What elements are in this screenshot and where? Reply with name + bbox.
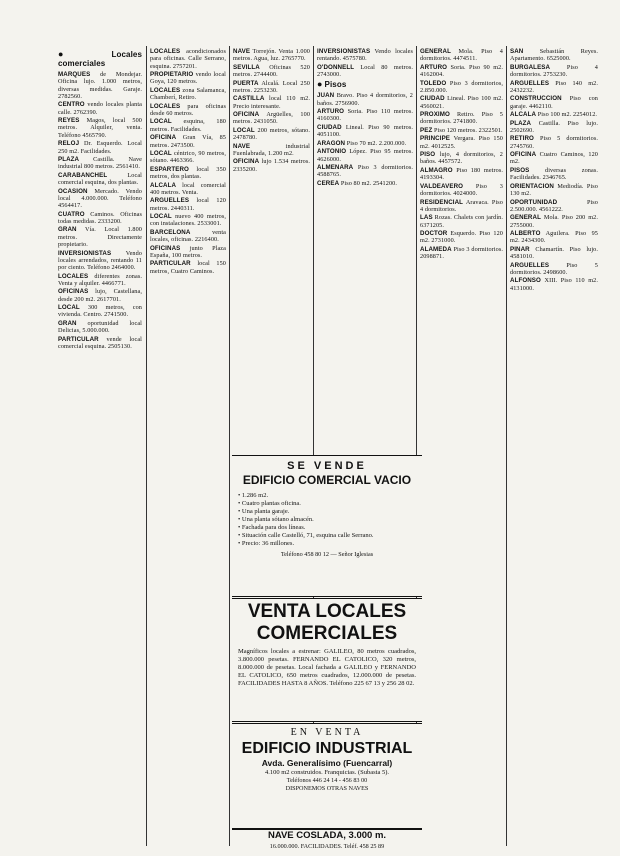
box-address: Avda. Generalísimo (Fuencarral) xyxy=(261,758,393,768)
ad-keyword: LOCAL xyxy=(58,304,80,312)
ad-keyword: PRINCIPE xyxy=(420,135,451,143)
ad-text: 200 metros, sótano. 2478780. xyxy=(233,126,310,142)
ad-keyword: PARTICULAR xyxy=(58,335,99,343)
classified-ad xyxy=(58,211,142,226)
ad-keyword: LOCAL xyxy=(150,149,172,157)
classified-ad xyxy=(420,80,503,95)
ad-text: vendo local Goya, 120 metros. xyxy=(150,71,226,86)
classified-ad xyxy=(420,95,503,110)
classified-ad xyxy=(317,92,413,107)
ad-keyword: PISO xyxy=(420,151,436,159)
classified-ad xyxy=(420,214,503,229)
ad-keyword: CARABANCHEL xyxy=(58,171,108,179)
classified-ad xyxy=(317,148,413,163)
ad-keyword: OFICINA xyxy=(233,158,260,166)
ad-text: Alcalá. Local 250 metros. 2253230. xyxy=(233,79,310,94)
ad-text: XIII. Piso 110 m2. 4131000. xyxy=(510,277,598,292)
ad-keyword: CONSTRUCCION xyxy=(510,95,562,103)
box-phones: Teléfonos 446 24 14 - 456 83 00 xyxy=(286,777,368,784)
ad-text: Vía. Local 1.800 metros. Directamente propietario. xyxy=(58,226,142,249)
ad-keyword: LOCALES xyxy=(150,86,181,94)
ad-keyword: ALBERTO xyxy=(510,230,541,238)
classified-ad xyxy=(150,103,226,118)
ad-keyword: ALMAGRO xyxy=(420,166,453,174)
ad-keyword: NAVE xyxy=(233,142,251,150)
column-1 xyxy=(58,48,142,838)
ad-text: 300 metros, con vivienda. Centro. 2741500. xyxy=(58,304,142,319)
ad-keyword: OFICINAS xyxy=(150,244,181,252)
ad-keyword: LOCAL xyxy=(150,213,172,221)
ad-keyword: PROXIMO xyxy=(420,111,450,119)
feature-item xyxy=(238,516,416,524)
ad-text: Vergara. Piso 150 m2. 4012525. xyxy=(420,135,503,150)
ad-text: esquina, 180 metros. Facilidades. xyxy=(150,118,226,133)
bullet-icon: • xyxy=(238,508,242,515)
ad-text: local comercial 400 metros. Venta. xyxy=(150,181,226,196)
classified-ad xyxy=(420,127,503,134)
ad-keyword: PUERTA xyxy=(233,79,259,87)
ad-keyword: ANTONIO xyxy=(317,148,347,156)
classified-ad xyxy=(317,164,413,179)
ad-keyword: LOCAL xyxy=(233,126,255,134)
ad-keyword: SEVILLA xyxy=(233,63,260,71)
column-rule xyxy=(506,46,507,846)
ad-keyword: ORIENTACION xyxy=(510,182,554,190)
ad-keyword: PEZ xyxy=(420,126,433,134)
classified-ad xyxy=(510,214,598,229)
classified-ad xyxy=(150,48,226,70)
classified-ad xyxy=(510,135,598,150)
classified-ad xyxy=(510,151,598,166)
ad-text: Vendo locales rentando. 4575780. xyxy=(317,48,413,63)
ad-keyword: PROPIETARIO xyxy=(150,71,194,79)
ad-keyword: ARGUELLES xyxy=(510,79,550,87)
ad-keyword: OCASION xyxy=(58,187,88,195)
ad-keyword: OPORTUNIDAD xyxy=(510,198,558,206)
ad-text: Local 80 metros. 2743000. xyxy=(317,63,413,79)
ad-keyword: PLAZA xyxy=(510,119,532,127)
ad-text: Argüelles, 100 metros. 2431050. xyxy=(233,111,310,126)
classified-ad xyxy=(510,111,598,118)
classified-ad xyxy=(150,166,226,181)
feature-item xyxy=(238,492,416,500)
ad-keyword: OFICINA xyxy=(150,134,177,142)
ad-keyword: PISOS xyxy=(510,166,530,174)
classified-ad xyxy=(317,64,413,79)
feature-text: Precio: 36 millones. xyxy=(241,540,295,547)
ad-text: Piso 180 metros. 4193304. xyxy=(420,166,503,182)
ad-text: Local comercial esquina, dos plantas. xyxy=(58,171,142,187)
ad-keyword: CENTRO xyxy=(58,101,85,109)
ad-text: Piso 5 dormitorios. 2498600. xyxy=(510,261,598,276)
ad-text: Magos, local 500 metros. Alquiler, venta. Teléfono 4565790. xyxy=(58,117,142,139)
ad-keyword: PARTICULAR xyxy=(150,260,191,268)
ad-keyword: CASTILLA xyxy=(233,95,265,103)
classified-ad xyxy=(420,167,503,182)
feature-text: Una planta sótano almacén. xyxy=(241,516,314,523)
classified-ad xyxy=(510,80,598,95)
classified-ad xyxy=(510,230,598,245)
ad-keyword: OFICINAS xyxy=(58,288,89,296)
classified-ad xyxy=(317,124,413,139)
ad-text: Castilla. Piso lujo. 2502690. xyxy=(510,119,598,134)
classified-ad xyxy=(510,64,598,79)
ad-keyword: GRAN xyxy=(58,319,77,327)
bullet-icon: • xyxy=(238,540,242,547)
classified-ad xyxy=(233,80,310,95)
classified-ad xyxy=(420,111,503,126)
ad-text: diferentes zonas. Venta y alquiler. 4466771. xyxy=(58,272,142,287)
classified-ad xyxy=(150,229,226,244)
classified-ad xyxy=(420,230,503,245)
ad-text: Chamartín. Piso lujo. 4581010. xyxy=(510,245,598,261)
box-headline: NAVE COSLADA, 3.000 m. xyxy=(267,830,387,841)
ad-keyword: PINAR xyxy=(510,245,530,253)
classified-ad xyxy=(510,120,598,135)
bullet-icon: • xyxy=(238,516,242,523)
ad-text: lujo, 4 dormitorios, 2 baños. 4457572. xyxy=(420,151,503,166)
ad-box-edificio-industrial xyxy=(232,723,422,829)
ad-text: Piso 80 m2. 2541200. xyxy=(340,179,397,187)
classified-ad xyxy=(233,48,310,63)
classified-ad xyxy=(420,183,503,198)
ad-text: local 110 m2. Precio interesante. xyxy=(233,95,310,110)
ad-keyword: ARGUELLES xyxy=(150,197,190,205)
ad-keyword: DOCTOR xyxy=(420,230,448,238)
classified-ad xyxy=(150,118,226,133)
column-5 xyxy=(420,48,503,838)
classified-ad xyxy=(233,158,310,173)
ad-text: Aguilera. Piso 95 m2. 2434300. xyxy=(510,230,598,245)
ad-text: Piso 120 metros. 2322501. xyxy=(434,126,503,134)
ad-keyword: ARTURO xyxy=(317,108,345,116)
ad-text: Lineal. Piso 90 metros. 4051100. xyxy=(317,123,413,139)
ad-text: Lineal. Piso 100 m2. 4560021. xyxy=(420,95,503,110)
ad-text: Piso 70 m2. 2.200.000. xyxy=(346,139,407,147)
classified-ad xyxy=(510,262,598,277)
classified-ad xyxy=(317,108,413,123)
classified-ad xyxy=(317,48,413,63)
classified-ad xyxy=(510,95,598,110)
section-heading: ● Locales comerciales xyxy=(58,49,142,68)
classified-ad xyxy=(58,336,142,351)
ad-text: de Mondejar. Oficina lujo. 1.000 metros, diversas medidas. Garaje. 2782560. xyxy=(58,71,142,100)
ad-keyword: LOCALES xyxy=(150,102,181,110)
classified-ad xyxy=(150,197,226,212)
column-2 xyxy=(150,48,226,838)
ad-keyword: TOLEDO xyxy=(420,79,447,87)
ad-text: Dr. Esquerdo. Local 250 m2. Facilidades. xyxy=(58,140,142,155)
ad-text: acondicionados para oficinas. Calle Serrano, esquina. 2757201. xyxy=(150,48,226,70)
classified-ad xyxy=(233,127,310,142)
bullet-icon: • xyxy=(238,492,242,499)
classified-ad xyxy=(150,87,226,102)
ad-keyword: JUAN xyxy=(317,92,335,100)
ad-keyword: ARGUELLES xyxy=(510,261,550,269)
ad-box-nave-coslada xyxy=(232,829,422,854)
ad-box-venta-locales xyxy=(232,598,422,722)
classified-ad xyxy=(150,182,226,197)
feature-item xyxy=(238,508,416,516)
ad-text: Piso 3 dormitorios. 4588765. xyxy=(317,163,413,179)
ad-text: Soria. Piso 110 metros. 4160300. xyxy=(317,108,413,123)
bullet-icon: • xyxy=(238,524,242,531)
ad-text: Mediodía. Piso 130 m2. xyxy=(510,182,598,198)
ad-text: local 120 metros. 2440311. xyxy=(150,197,226,212)
ad-keyword: O'DONNELL xyxy=(317,63,355,71)
ad-text: Piso 3 dormitorios. 2098871. xyxy=(420,245,503,261)
ad-keyword: ALMENARA xyxy=(317,163,354,171)
ad-keyword: OFICINA xyxy=(510,151,537,159)
box-subheadline: EDIFICIO COMERCIAL VACIO xyxy=(242,473,412,487)
ad-text: Mercado. Vendo local 4.000.000. Teléfono 4564417. xyxy=(58,187,142,210)
ad-text: venta locales, oficinas. 2216400. xyxy=(150,228,226,244)
classified-ad xyxy=(58,250,142,272)
ad-text: Mola. Piso 200 m2. 2755000. xyxy=(510,214,598,229)
ad-text: Piso 2.500.000. 4561222. xyxy=(510,198,598,213)
ad-text: Sebastián Reyes. Apartamento. 6525000. xyxy=(510,48,598,63)
ad-text: Castilla. Nave industrial 800 metros. 2561410. xyxy=(58,156,142,171)
ad-keyword: NAVE xyxy=(233,48,251,55)
ad-text: Rozas. Chalets con jardín. 6371205. xyxy=(420,214,503,229)
classified-ad xyxy=(58,101,142,116)
ad-keyword: ALCALA xyxy=(150,181,177,189)
classified-ad xyxy=(58,288,142,303)
classified-ad xyxy=(58,320,142,335)
column-6 xyxy=(510,48,598,838)
box-contact: Teléfono 458 80 12 — Señor Iglesias xyxy=(280,551,374,558)
feature-text: Cuatro plantas oficina. xyxy=(241,500,301,507)
feature-text: 1.286 m2. xyxy=(241,492,269,499)
ad-keyword: RETIRO xyxy=(510,135,534,143)
ad-text: lujo, Castellana, desde 200 m2. 2617701. xyxy=(58,288,142,303)
ad-keyword: INVERSIONISTAS xyxy=(58,249,112,257)
ad-keyword: ALFONSO xyxy=(510,277,541,285)
feature-text: Una planta garaje. xyxy=(241,508,290,515)
box-body-text: 16.000.000. FACILIDADES. Teléf. 458 25 89 xyxy=(269,843,385,850)
classified-ad xyxy=(150,213,226,228)
classified-ad xyxy=(58,71,142,100)
ad-text: céntrico, 90 metros, sótano. 4463366. xyxy=(150,149,226,165)
ad-keyword: ALAMEDA xyxy=(420,245,452,253)
classified-ad xyxy=(233,95,310,110)
box-body-text: Magníficos locales a estrenar: GALILEO, 80 metros cuadrados, 3.800.000 pesetas. FERNANDO EL CATOLICO, 320 metros, 8.000.000 de pesetas. Local fachada a GALILEO y FERNANDO EL CATOLICO, 650 metros cuadrados, 12.000.000 de pesetas. FACILIDADES HASTA 8 AÑOS. Teléfono 225 67 13 y 256 28 02. xyxy=(238,648,416,687)
box-note: DISPONEMOS OTRAS NAVES xyxy=(285,785,369,792)
classified-ad xyxy=(58,226,142,248)
feature-text: Fachada para dos líneas. xyxy=(241,524,306,531)
classified-ad xyxy=(420,64,503,79)
ad-keyword: BURGALESA xyxy=(510,63,551,71)
bullet-icon: • xyxy=(238,500,242,507)
ad-keyword: CIUDAD xyxy=(420,95,445,103)
ad-text: Aravaca. Piso 4 dormitorios. xyxy=(420,198,503,213)
ad-text: Piso 5 dormitorios. 2745760. xyxy=(510,135,598,150)
classified-ad xyxy=(58,117,142,139)
ad-text: diversas zonas. Facilidades. 2346765. xyxy=(510,166,598,182)
ad-keyword: ARAGON xyxy=(317,139,346,147)
classified-ad xyxy=(233,143,310,158)
ad-text: zona Salamanca, Chamberí, Retiro. xyxy=(150,86,226,102)
classified-ad xyxy=(58,273,142,288)
section-heading: ● Pisos xyxy=(317,79,347,90)
ad-keyword: BARCELONA xyxy=(150,228,191,236)
ad-keyword: LOCALES xyxy=(58,272,89,280)
classified-ad xyxy=(58,156,142,171)
classified-ad xyxy=(420,48,503,63)
ad-keyword: ARTURO xyxy=(420,63,448,71)
ad-text: oportunidad local Delicias, 5.000.000. xyxy=(58,319,142,335)
ad-keyword: CUATRO xyxy=(58,210,85,218)
column-3 xyxy=(233,48,310,450)
ad-text: Piso 4 dormitorios. 2753230. xyxy=(510,63,598,79)
ad-keyword: PLAZA xyxy=(58,156,80,164)
ad-text: Esquerdo. Piso 120 m2. 2731000. xyxy=(420,230,503,245)
ad-text: industrial Fuenlabrada, 1.200 m2. xyxy=(233,142,310,157)
box-body-text: 4.100 m2 construidos. Franquicias. (Subasta 5). xyxy=(264,769,390,776)
ad-text: Cuatro Caminos, 120 m2. xyxy=(510,151,598,166)
classified-ad xyxy=(510,183,598,198)
ad-text: para oficinas desde 60 metros. xyxy=(150,102,226,117)
classified-ad xyxy=(510,246,598,261)
classified-ad xyxy=(317,180,413,187)
classified-ad xyxy=(58,304,142,319)
box-feature-list xyxy=(232,492,422,548)
classified-ad xyxy=(510,48,598,63)
ad-text: local 150 metros, Cuatro Caminos. xyxy=(150,260,226,275)
ad-text: junto Plaza España, 100 metros. xyxy=(150,244,226,259)
feature-item xyxy=(238,524,416,532)
bullet-icon: • xyxy=(238,532,242,539)
column-4 xyxy=(317,48,413,450)
classified-ad xyxy=(233,111,310,126)
ad-text: local 350 metros, dos plantas. xyxy=(150,165,226,181)
ad-keyword: OFICINA xyxy=(233,111,260,119)
ad-text: Torrejón. Venta 1.000 metros. Agua, luz. 2765770. xyxy=(233,48,310,63)
ad-text: Piso con garaje. 4462110. xyxy=(510,95,598,110)
ad-keyword: RESIDENCIAL xyxy=(420,198,464,206)
ad-keyword: GRAN xyxy=(58,226,77,234)
ad-keyword: GENERAL xyxy=(510,214,541,222)
feature-item xyxy=(238,532,416,540)
ad-text: Piso 3 dormitorios, 2.850.000. xyxy=(420,79,503,94)
box-subheadline: EDIFICIO INDUSTRIAL xyxy=(241,740,413,757)
ad-text: Caminos. Oficinas todas medidas. 2333200. xyxy=(58,210,142,225)
ad-keyword: VALDEAVERO xyxy=(420,182,464,190)
ad-text: Oficinas 520 metros. 2744400. xyxy=(233,63,310,79)
ad-keyword: GENERAL xyxy=(420,48,451,55)
ad-text: nuevo 400 metros, con instalaciones. 2533001. xyxy=(150,213,226,228)
ad-keyword: CEREA xyxy=(317,179,340,187)
ad-text: vende local comercial esquina. 2505130. xyxy=(58,335,142,351)
classified-ad xyxy=(420,135,503,150)
feature-text: Situación calle Castelló, 71, esquina calle Serrano. xyxy=(241,532,374,539)
classified-ad xyxy=(420,151,503,166)
ad-text: Piso 3 dormitorios. 4024000. xyxy=(420,182,503,198)
ad-keyword: LOCAL xyxy=(150,118,172,126)
classified-ad xyxy=(420,246,503,261)
ad-keyword: ALCALA xyxy=(510,111,537,119)
box-subheadline: COMERCIALES xyxy=(256,623,398,644)
classified-ad xyxy=(317,140,413,147)
ad-text: Bravo. Piso 4 dormitorios, 2 baños. 2756900. xyxy=(317,92,413,107)
ad-text: lujo 1.534 metros. 2335200. xyxy=(233,158,310,173)
classified-ad xyxy=(150,134,226,149)
column-rule xyxy=(229,46,230,846)
ad-keyword: SAN xyxy=(510,48,524,55)
ad-text: Retiro. Piso 5 dormitorios. 2741800. xyxy=(420,111,503,126)
classified-ad xyxy=(58,188,142,210)
ad-box-edificio-comercial xyxy=(232,455,422,597)
classified-ad xyxy=(150,245,226,260)
classified-ad xyxy=(233,64,310,79)
classified-ad xyxy=(150,71,226,86)
classified-ad xyxy=(150,150,226,165)
ad-keyword: INVERSIONISTAS xyxy=(317,48,371,55)
ad-keyword: LAS xyxy=(420,214,433,222)
ad-keyword: RELOJ xyxy=(58,140,80,148)
ad-keyword: MARQUES xyxy=(58,71,91,78)
ad-text: Vendo locales arrendados, rentando 11 por ciento. Teléfono 2464000. xyxy=(58,249,142,272)
ad-text: Mola. Piso 4 dormitorios. 4474511. xyxy=(420,48,503,63)
ad-keyword: REYES xyxy=(58,117,80,125)
classified-ad xyxy=(510,277,598,292)
ad-text: Piso 100 m2. 2254012. xyxy=(537,111,598,119)
ad-text: López. Piso 95 metros. 4626000. xyxy=(317,148,413,163)
feature-item xyxy=(238,540,416,548)
box-headline: VENTA LOCALES xyxy=(247,601,407,622)
ad-keyword: LOCALES xyxy=(150,48,181,55)
ad-text: Soria. Piso 90 m2. 4162004. xyxy=(420,63,503,79)
ad-text: Piso 140 m2. 2432232. xyxy=(510,79,598,94)
classified-ad xyxy=(510,167,598,182)
classified-ad xyxy=(58,140,142,155)
column-rule xyxy=(146,46,147,846)
feature-item xyxy=(238,500,416,508)
ad-text: vendo locales planta calle. 2762390. xyxy=(58,101,142,116)
classified-ad xyxy=(58,172,142,187)
ad-text: Gran Vía, 85 metros. 2473500. xyxy=(150,134,226,149)
classified-ad xyxy=(510,199,598,214)
ad-keyword: ESPARTERO xyxy=(150,165,189,173)
box-headline: EN VENTA xyxy=(290,727,364,738)
classified-ad xyxy=(420,199,503,214)
box-headline: SE VENDE xyxy=(287,460,367,472)
classified-ad xyxy=(150,260,226,275)
ad-keyword: CIUDAD xyxy=(317,123,342,131)
